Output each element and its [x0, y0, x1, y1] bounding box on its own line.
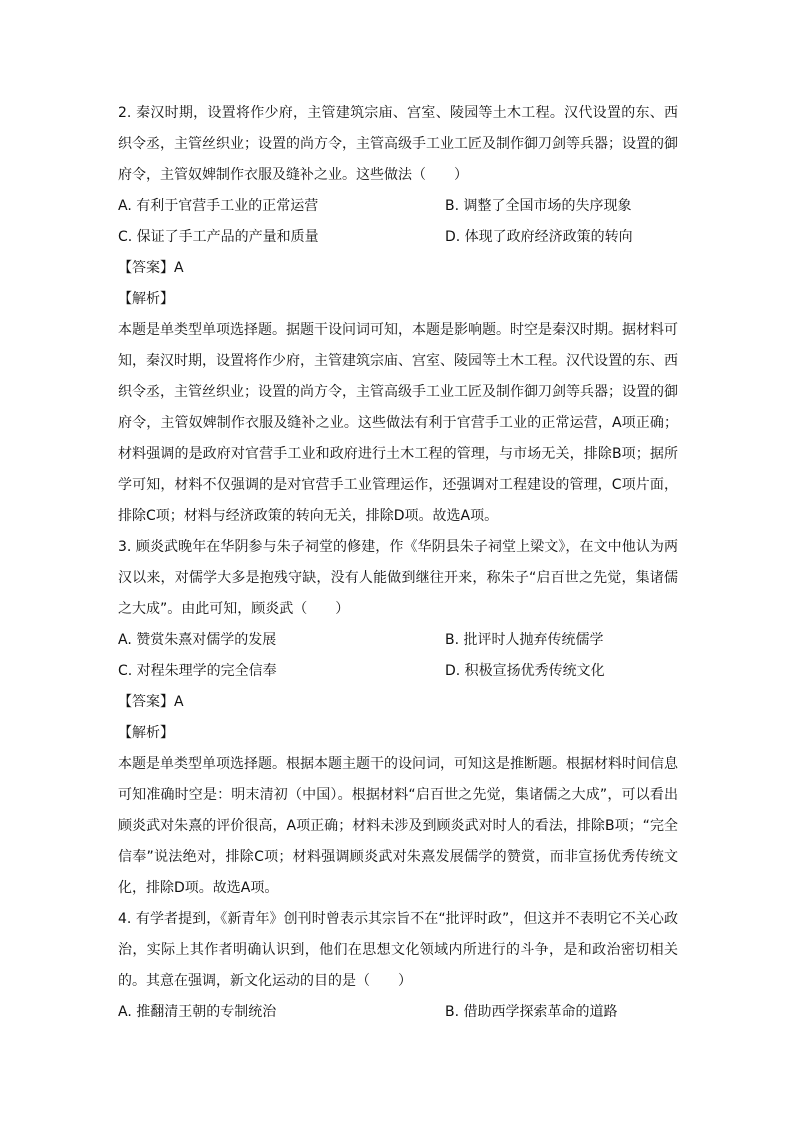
question-stem: 2. 秦汉时期，设置将作少府，主管建筑宗庙、宫室、陵园等土木工程。汉代设置的东、西织令丞，主管丝织业；设置的尚方令，主管高级手工业工匠及制作御刀剑等兵器；设置的御府令，主管奴婢制作衣服及缝补之业。这些做法（ ） [118, 105, 678, 183]
question-3 [118, 532, 678, 904]
answer-line: 【答案】A [118, 260, 184, 276]
document-page [118, 98, 678, 1028]
option-a: A. 赞赏朱熹对儒学的发展 [118, 632, 277, 648]
option-d: D. 积极宣扬优秀传统文化 [445, 663, 605, 679]
option-a: A. 推翻清王朝的专制统治 [118, 1004, 277, 1020]
option-b: B. 借助西学探索革命的道路 [445, 1004, 618, 1020]
option-list [118, 997, 678, 1028]
analysis-text: 本题是单类型单项选择题。据题干设问词可知，本题是影响题。时空是秦汉时期。据材料可知，秦汉时期，设置将作少府，主管建筑宗庙、宫室、陵园等土木工程。汉代设置的东、西织令丞，主管丝织业；设置的尚方令，主管高级手工业工匠及制作御刀剑等兵器；设置的御府令，主管奴婢制作衣服及缝补之业。这些做法有利于官营手工业的正常运营，A项正确；材料强调的是政府对官营手工业和政府进行土木工程的管理，与市场无关，排除B项；据所学可知，材料不仅强调的是对官营手工业管理运作，还强调对工程建设的管理，C项片面，排除C项；材料与经济政策的转向无关，排除D项。故选A项。 [118, 322, 678, 524]
question-stem: 4. 有学者提到，《新青年》创刊时曾表示其宗旨不在“批评时政”，但这并不表明它不关心政治，实际上其作者明确认识到，他们在思想文化领域内所进行的斗争，是和政治密切相关的。其意在强调，新文化运动的目的是（ ） [118, 911, 678, 989]
analysis-label: 【解析】 [118, 291, 174, 307]
option-a: A. 有利于官营手工业的正常运营 [118, 198, 319, 214]
option-c: C. 对程朱理学的完全信奉 [118, 663, 277, 679]
option-c: C. 保证了手工产品的产量和质量 [118, 229, 319, 245]
option-b: B. 批评时人抛弃传统儒学 [445, 632, 604, 648]
question-stem: 3. 顾炎武晚年在华阴参与朱子祠堂的修建，作《华阴县朱子祠堂上梁文》，在文中他认为两汉以来，对儒学大多是抱残守缺，没有人能做到继往开来，称朱子“启百世之先觉，集诸儒之大成”。由此可知，顾炎武（ ） [118, 539, 678, 617]
option-list [118, 625, 678, 687]
question-2 [118, 98, 678, 532]
analysis-text: 本题是单类型单项选择题。根据本题主题干的设问词，可知这是推断题。根据材料时间信息可知准确时空是：明末清初（中国）。根据材料“启百世之先觉，集诸儒之大成”，可以看出顾炎武对朱熹的评价很高，A项正确；材料未涉及到顾炎武对时人的看法，排除B项；“完全信奉”说法绝对，排除C项；材料强调顾炎武对朱熹发展儒学的赞赏，而非宣扬优秀传统文化，排除D项。故选A项。 [118, 756, 678, 896]
answer-line: 【答案】A [118, 694, 184, 710]
question-4 [118, 904, 678, 1028]
analysis-label: 【解析】 [118, 725, 174, 741]
option-d: D. 体现了政府经济政策的转向 [445, 229, 633, 245]
option-list [118, 191, 678, 253]
option-b: B. 调整了全国市场的失序现象 [445, 198, 632, 214]
